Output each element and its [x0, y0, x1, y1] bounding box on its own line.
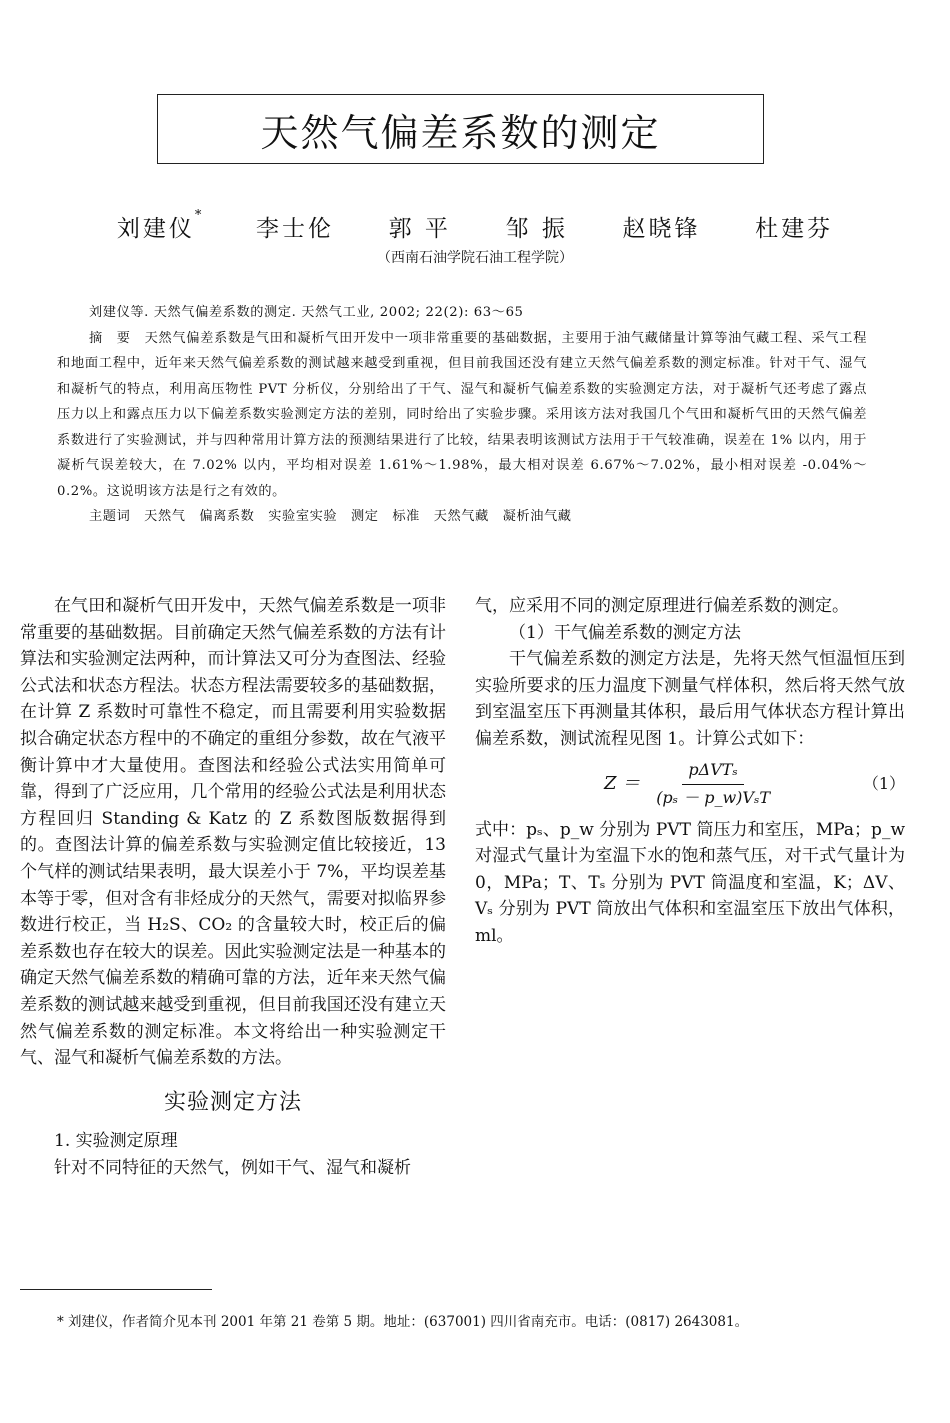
abstract-paragraph	[57, 326, 867, 505]
abstract-text: 天然气偏差系数是气田和凝析气田开发中一项非常重要的基础数据，主要用于油气藏储量计算等油气藏工程、采气工程和地面工程中，近年来天然气偏差系数的测试越来越受到重视，但目前我国还没有建立天然气偏差系数的测定标准。针对干气、湿气和凝析气的特点，利用高压物性 PVT 分析仪，分别给出了干气、湿气和凝析气偏差系数的实验测定方法，对于凝析气还考虑了露点压力以上和露点压力以下偏差系数实验测定方法的差别，同时给出了实验步骤。采用该方法对我国几个气田和凝析气田的天然气偏差系数进行了实验测试，并与四种常用计算方法的预测结果进行了比较，结果表明该测试方法用于干气较准确，误差在 1% 以内，用于凝析气误差较大，在 7.02% 以内，平均相对误差 1.61%～1.98%，最大相对误差 6.67%～7.02%，最小相对误差 -0.04%～0.2%。这说明该方法是行之有效的。	[57, 330, 867, 499]
body-paragraph: 气，应采用不同的测定原理进行偏差系数的测定。	[475, 596, 849, 616]
abstract-block	[57, 300, 867, 530]
keywords-label: 主题词	[89, 509, 131, 524]
body-paragraph: 针对不同特征的天然气，例如干气、湿气和凝析	[54, 1157, 411, 1178]
footnote-rule	[20, 1289, 212, 1290]
keywords-line	[57, 504, 867, 530]
keywords-text: 天然气 偏离系数 实验室实验 测定 标准 天然气藏 凝析油气藏	[144, 509, 572, 524]
author-name: 李士伦	[256, 216, 334, 242]
author-footnote-mark: *	[194, 208, 202, 223]
equation-1	[475, 757, 905, 813]
right-column	[475, 593, 905, 950]
paper-title: 天然气偏差系数的测定	[260, 110, 661, 155]
body-paragraph: 在气田和凝析气田开发中，天然气偏差系数是一项非常重要的基础数据。目前确定天然气偏差系数的方法有计算法和实验测定法两种，而计算法又可分为查图法、经验公式法和状态方程法。状态方程法需要较多的基础数据，在计算 Z 系数时可靠性不稳定，而且需要利用实验数据拟合确定状态方程中的不确定的重组分参数，故在气液平衡计算中才大量使用。查图法和经验公式法实用简单可靠，得到了广泛应用，几个常用的经验公式法是利用状态方程回归 Standing & Katz 的 Z 系数图版数据得到的。查图法计算的偏差系数与实验测定值比较接近，13 个气样的测试结果表明，最大误差小于 7%，平均误差基本等于零，但对含有非烃成分的天然气，需要对拟临界参数进行校正，当 H₂S、CO₂ 的含量较大时，校正后的偏差系数也存在较大的误差。因此实验测定法是一种基本的确定天然气偏差系数的精确可靠的方法，近年来天然气偏差系数的测试越来越受到重视，但目前我国还没有建立天然气偏差系数的测定标准。本文将给出一种实验测定干气、湿气和凝析气偏差系数的方法。	[20, 596, 446, 1069]
author-name: 赵晓锋	[622, 216, 701, 242]
author-name: 杜建芬	[755, 216, 834, 242]
affiliation: （西南石油学院石油工程学院）	[377, 250, 573, 266]
body-paragraph: 式中：pₛ、p_w 分别为 PVT 筒压力和室压，MPa；p_w 对湿式气量计为室温下水的饱和蒸气压，对干式气量计为 0，MPa；T、Tₛ 分别为 PVT 筒温度和室温，K；ΔV、Vₛ 分别为 PVT 筒放出气体积和室温室压下放出气体积，ml。	[475, 819, 905, 946]
author-name: 郭 平	[388, 216, 451, 242]
body-paragraph: 干气偏差系数的测定方法是，先将天然气恒温恒压到实验所要求的压力温度下测量气样体积，然后将天然气放到室温室压下再测量其体积，最后用气体状态方程计算出偏差系数，测试流程见图 1。计算公式如下：	[475, 649, 905, 749]
author-name: 邹 振	[505, 216, 568, 242]
subsection-heading: 1. 实验测定原理	[54, 1131, 178, 1152]
subsection-heading: （1）干气偏差系数的测定方法	[509, 622, 741, 643]
equation-number: （1）	[862, 774, 905, 794]
equation-fraction	[650, 757, 776, 811]
citation: 刘建仪等. 天然气偏差系数的测定. 天然气工业, 2002; 22(2): 63～65	[89, 305, 524, 320]
section-heading: 实验测定方法	[163, 1089, 302, 1115]
footnote: * 刘建仪，作者简介见本刊 2001 年第 21 卷第 5 期。地址：(637001) 四川省南充市。电话：(0817) 2643081。	[57, 1314, 749, 1330]
author-line	[0, 210, 950, 243]
equation-numerator: pΔVTₛ	[682, 757, 743, 785]
equation-lhs: Z ＝	[603, 773, 641, 795]
title-box	[157, 94, 764, 164]
author-name: 刘建仪	[116, 216, 195, 242]
left-column	[20, 593, 446, 1181]
equation-denominator: (pₛ － p_w)VₛT	[656, 788, 771, 808]
abstract-label: 摘 要	[89, 330, 131, 346]
